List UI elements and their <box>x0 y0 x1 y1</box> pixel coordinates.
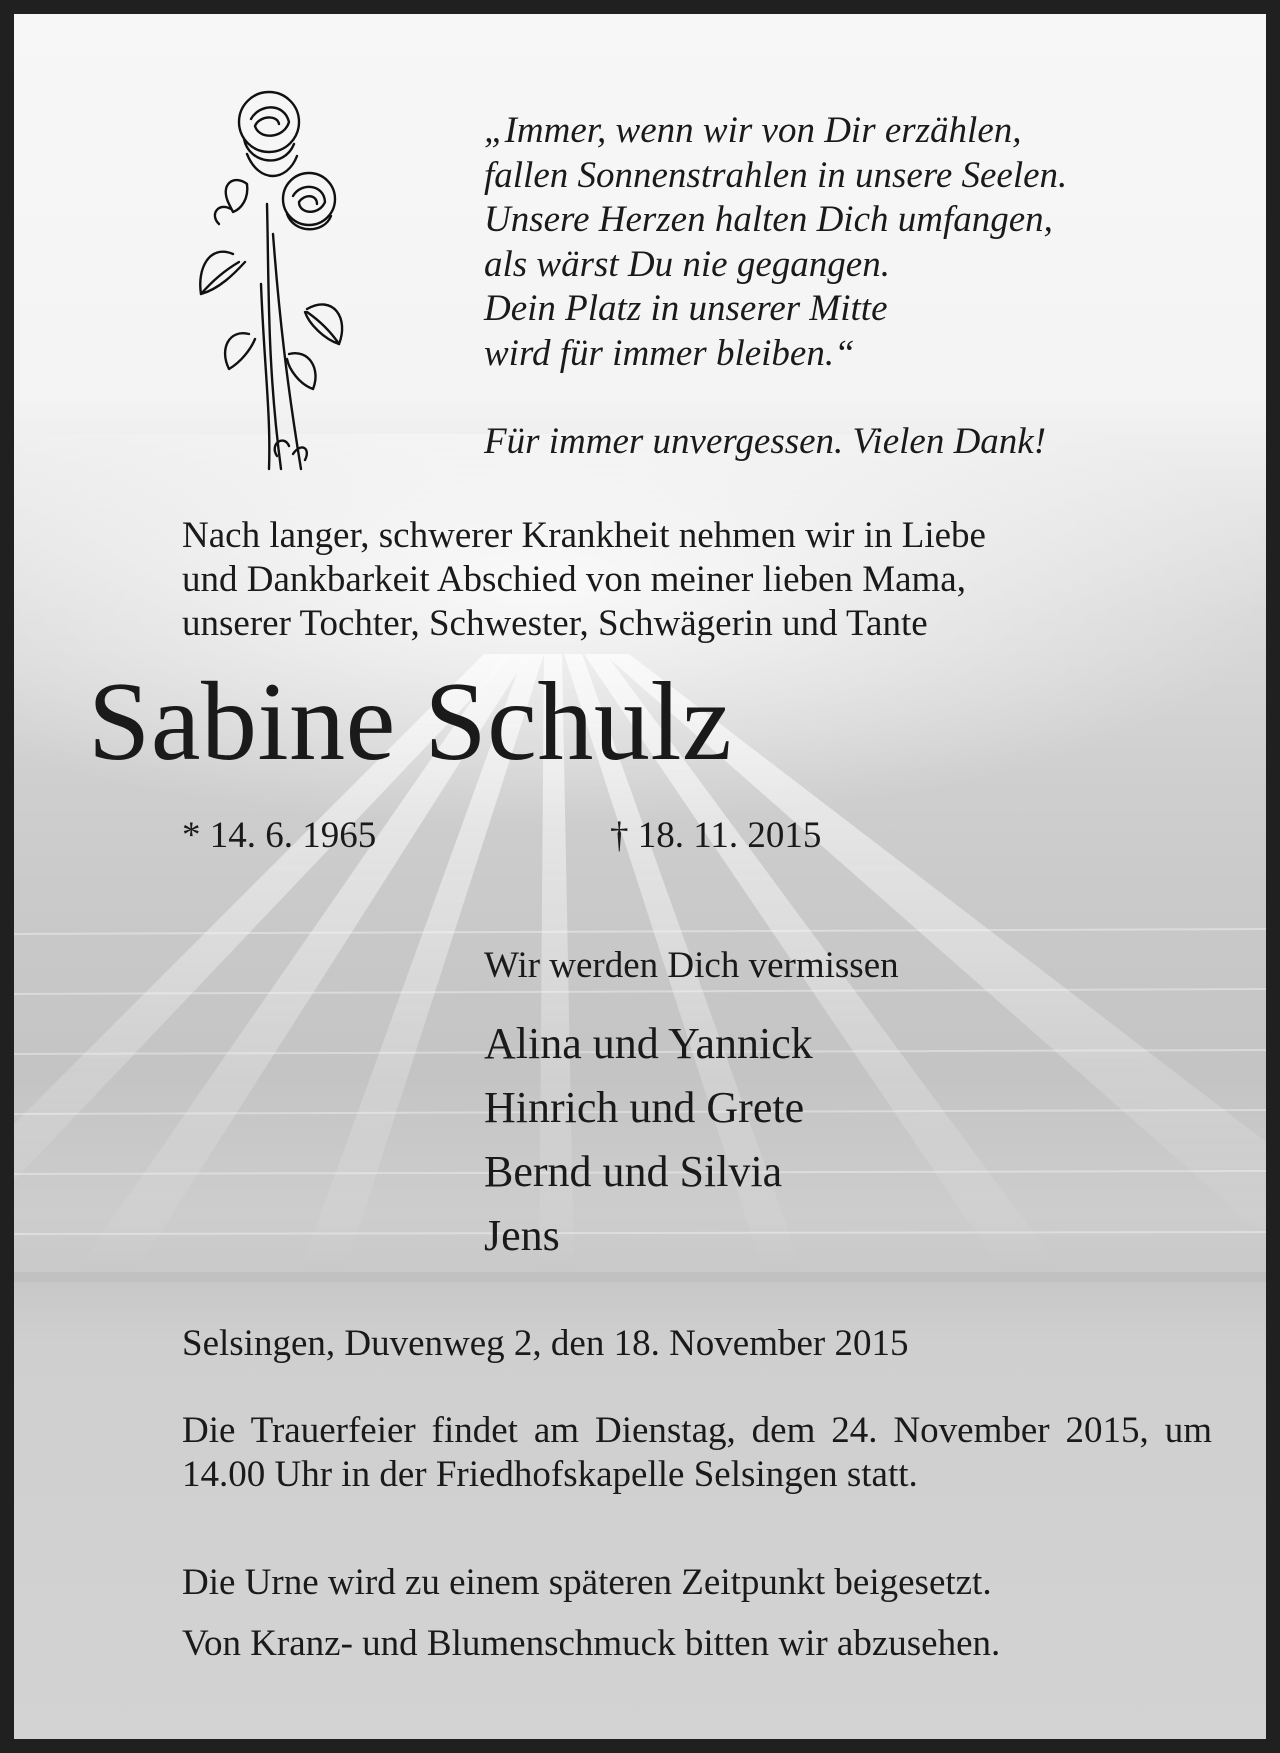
mourner-name: Jens <box>484 1211 560 1260</box>
deceased-name: Sabine Schulz <box>88 660 733 784</box>
memorial-quote <box>484 109 1224 465</box>
quote-line: als wärst Du nie gegangen. <box>484 243 890 285</box>
funeral-service-info: Die Trauerfeier findet am Dienstag, dem 24. November 2015, um 14.00 Uhr in der Friedhofskapelle Selsingen statt. <box>182 1410 1212 1495</box>
intro-line: und Dankbarkeit Abschied von meiner lieben Mama, <box>182 559 966 600</box>
farewell-intro <box>182 514 1222 646</box>
obituary-card <box>14 14 1266 1739</box>
mourner-name: Hinrich und Grete <box>484 1083 805 1132</box>
death-date: † 18. 11. 2015 <box>610 815 822 856</box>
rose-illustration <box>189 84 379 479</box>
flowers-request-note: Von Kranz- und Blumenschmuck bitten wir abzusehen. <box>182 1623 1001 1664</box>
mourners-list <box>484 1012 813 1268</box>
mourners-intro: Wir werden Dich vermissen <box>484 945 899 986</box>
quote-line: „Immer, wenn wir von Dir erzählen, <box>484 110 1022 151</box>
mourner-name: Alina und Yannick <box>484 1019 813 1068</box>
quote-closing: Für immer unvergessen. Vielen Dank! <box>484 421 1047 462</box>
intro-line: Nach langer, schwerer Krankheit nehmen wir in Liebe <box>182 515 986 556</box>
place-and-date: Selsingen, Duvenweg 2, den 18. November 2015 <box>182 1323 909 1364</box>
quote-line: wird für immer bleiben.“ <box>484 332 855 374</box>
quote-line: Dein Platz in unserer Mitte <box>484 288 888 329</box>
birth-date: * 14. 6. 1965 <box>182 815 377 856</box>
intro-line: unserer Tochter, Schwester, Schwägerin und Tante <box>182 603 928 644</box>
urn-burial-note: Die Urne wird zu einem späteren Zeitpunkt beigesetzt. <box>182 1562 992 1603</box>
quote-line: Unsere Herzen halten Dich umfangen, <box>484 199 1053 240</box>
mourner-name: Bernd und Silvia <box>484 1147 783 1196</box>
quote-line: fallen Sonnenstrahlen in unsere Seelen. <box>484 154 1068 196</box>
